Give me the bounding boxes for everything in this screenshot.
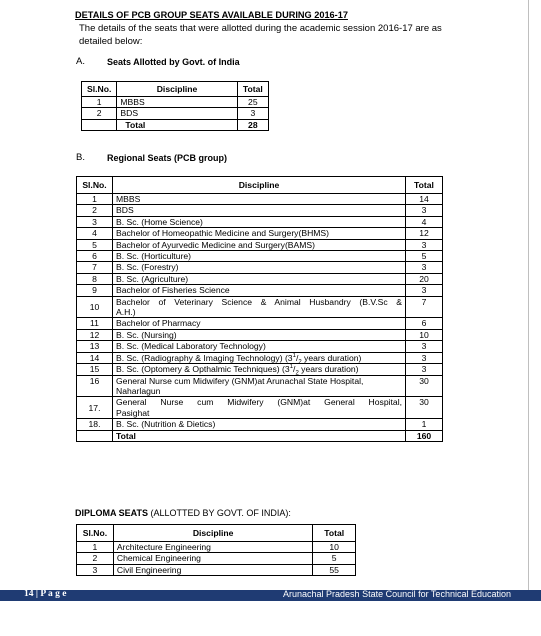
govt-seats-table	[81, 81, 269, 131]
table-row	[77, 262, 443, 273]
section-a-letter: A.	[76, 56, 85, 67]
col-header-slno: Sl.No.	[77, 525, 114, 542]
discipline-line-1: Bachelor of Veterinary Science & Animal Husbandry (B.V.Sc &	[116, 296, 402, 307]
discipline-line-2: Pasighat	[116, 407, 150, 418]
table-row	[77, 251, 443, 262]
cell-slno: 12	[77, 329, 113, 340]
cell-discipline: BDS	[117, 108, 237, 119]
cell-discipline: B. Sc. (Nutrition & Dietics)	[113, 419, 406, 430]
cell-slno: 3	[77, 216, 113, 227]
discipline-line-2: A.H.)	[116, 307, 136, 318]
cell-discipline: B. Sc. (Agriculture)	[113, 273, 406, 284]
cell-slno: 13	[77, 341, 113, 352]
cell-total: 10	[313, 542, 356, 553]
table-row	[77, 564, 356, 575]
cell-total: 5	[313, 553, 356, 564]
cell-total: 3	[406, 205, 443, 216]
table-row	[77, 542, 356, 553]
cell-slno: 2	[77, 205, 113, 216]
total-label: Total	[113, 430, 406, 441]
table-total-row	[82, 119, 269, 130]
cell-total: 3	[406, 364, 443, 375]
table-row	[77, 553, 356, 564]
cell-total: 30	[406, 375, 443, 397]
cell-discipline: Chemical Engineering	[113, 553, 313, 564]
table-row	[77, 352, 443, 363]
col-header-slno: Sl.No.	[77, 177, 113, 194]
cell-discipline: BDS	[113, 205, 406, 216]
cell-slno: 9	[77, 285, 113, 296]
cell-discipline: B. Sc. (Home Science)	[113, 216, 406, 227]
cell-discipline: Bachelor of Homeopathic Medicine and Surgery(BHMS)	[113, 228, 406, 239]
col-header-total: Total	[406, 177, 443, 194]
cell-total: 4	[406, 216, 443, 227]
cell-discipline: Bachelor of Pharmacy	[113, 318, 406, 329]
cell-blank	[77, 430, 113, 441]
table-row	[77, 296, 443, 318]
cell-discipline: Civil Engineering	[113, 564, 313, 575]
cell-total: 14	[406, 194, 443, 205]
footer-page-number: 14 | P a g e	[24, 589, 67, 599]
footer-organization: Arunachal Pradesh State Council for Technical Education	[283, 589, 511, 599]
table-row	[77, 364, 443, 375]
col-header-slno: Sl.No.	[82, 82, 117, 97]
total-value: 160	[406, 430, 443, 441]
cell-slno: 2	[82, 108, 117, 119]
cell-discipline: MBBS	[117, 97, 237, 108]
cell-slno: 17.	[77, 397, 113, 419]
table-row	[77, 216, 443, 227]
cell-slno: 6	[77, 251, 113, 262]
table-row	[82, 108, 269, 119]
cell-total: 3	[406, 341, 443, 352]
cell-discipline: Bachelor of Fisheries Science	[113, 285, 406, 296]
table-row	[77, 273, 443, 284]
cell-total: 3	[406, 352, 443, 363]
table-row	[77, 228, 443, 239]
cell-discipline: B. Sc. (Radiography & Imaging Technology) ($3^1/_2$ years duration)	[113, 352, 406, 363]
table-row	[77, 419, 443, 430]
discipline-line-1: General Nurse cum Midwifery (GNM)at Arunachal State Hospital,	[116, 375, 364, 386]
cell-total: 30	[406, 397, 443, 419]
table-total-row	[77, 430, 443, 441]
cell-total: 1	[406, 419, 443, 430]
cell-discipline: B. Sc. (Forestry)	[113, 262, 406, 273]
total-value: 28	[237, 119, 268, 130]
cell-total: 5	[406, 251, 443, 262]
table-row	[77, 375, 443, 397]
intro-line-2: detailed below:	[79, 36, 143, 47]
total-label: Total	[117, 119, 237, 130]
cell-total: 55	[313, 564, 356, 575]
table-row	[77, 205, 443, 216]
cell-discipline: Architecture Engineering	[113, 542, 313, 553]
cell-slno: 1	[77, 194, 113, 205]
cell-total: 3	[406, 239, 443, 250]
table-row	[77, 397, 443, 419]
cell-slno: 8	[77, 273, 113, 284]
cell-total: 3	[406, 262, 443, 273]
cell-slno: 18.	[77, 419, 113, 430]
cell-total: 25	[237, 97, 268, 108]
table-row	[77, 239, 443, 250]
cell-slno: 1	[77, 542, 114, 553]
table-row	[77, 194, 443, 205]
cell-slno: 1	[82, 97, 117, 108]
cell-total: 7	[406, 296, 443, 318]
section-b-title: Regional Seats (PCB group)	[107, 153, 228, 163]
table-row	[77, 285, 443, 296]
cell-discipline: B. Sc. (Medical Laboratory Technology)	[113, 341, 406, 352]
cell-discipline: B. Sc. (Optomery & Opthalmic Techniques) ($3^1/_2$ years duration)	[113, 364, 406, 375]
section-b-letter: B.	[76, 152, 85, 163]
col-header-total: Total	[313, 525, 356, 542]
cell-discipline: B. Sc. (Nursing)	[113, 329, 406, 340]
cell-total: 10	[406, 329, 443, 340]
cell-slno: 3	[77, 564, 114, 575]
page-edge-line	[528, 0, 529, 590]
cell-total: 3	[406, 285, 443, 296]
cell-discipline: B. Sc. (Horticulture)	[113, 251, 406, 262]
cell-discipline	[113, 296, 406, 318]
cell-slno: 16	[77, 375, 113, 397]
cell-discipline: MBBS	[113, 194, 406, 205]
table-row	[77, 318, 443, 329]
section-a-title: Seats Allotted by Govt. of India	[107, 57, 240, 67]
cell-total: 12	[406, 228, 443, 239]
table-row	[77, 341, 443, 352]
col-header-discipline: Discipline	[113, 177, 406, 194]
cell-slno: 11	[77, 318, 113, 329]
cell-discipline	[113, 375, 406, 397]
diploma-heading: DIPLOMA SEATS (ALLOTTED BY GOVT. OF INDIA):	[75, 508, 291, 518]
cell-slno: 15	[77, 364, 113, 375]
discipline-line-1: General Nurse cum Midwifery (GNM)at General Hospital,	[116, 397, 402, 408]
cell-total: 3	[237, 108, 268, 119]
cell-discipline	[113, 397, 406, 419]
cell-total: 20	[406, 273, 443, 284]
table-row	[82, 97, 269, 108]
cell-slno: 2	[77, 553, 114, 564]
col-header-discipline: Discipline	[113, 525, 313, 542]
cell-slno: 4	[77, 228, 113, 239]
cell-blank	[82, 119, 117, 130]
cell-discipline: Bachelor of Ayurvedic Medicine and Surgery(BAMS)	[113, 239, 406, 250]
cell-total: 6	[406, 318, 443, 329]
main-heading: DETAILS OF PCB GROUP SEATS AVAILABLE DURING 2016-17	[75, 10, 348, 20]
regional-seats-table	[76, 176, 443, 442]
col-header-total: Total	[237, 82, 268, 97]
cell-slno: 7	[77, 262, 113, 273]
intro-line-1: The details of the seats that were allotted during the academic session 2016-17 are as	[79, 23, 442, 34]
table-row	[77, 329, 443, 340]
cell-slno: 10	[77, 296, 113, 318]
cell-slno: 5	[77, 239, 113, 250]
col-header-discipline: Discipline	[117, 82, 237, 97]
diploma-seats-table	[76, 524, 356, 576]
discipline-line-2: Naharlagun	[116, 385, 161, 396]
cell-slno: 14	[77, 352, 113, 363]
